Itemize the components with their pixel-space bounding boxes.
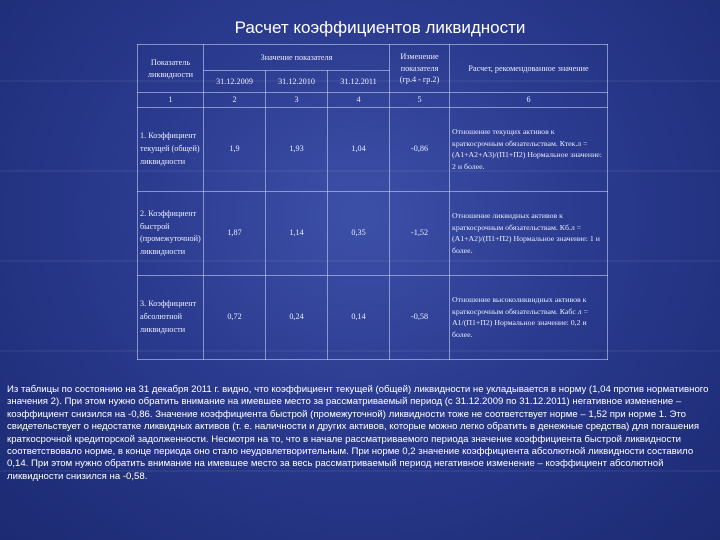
header-date-2010: 31.12.2010 bbox=[266, 71, 328, 93]
header-date-2011: 31.12.2011 bbox=[328, 71, 390, 93]
col-number: 2 bbox=[204, 93, 266, 108]
row-change: -0,58 bbox=[390, 275, 450, 359]
row-indicator: 1. Коэффициент текущей (общей) ликвидности bbox=[138, 107, 204, 191]
row-value-2011: 1,04 bbox=[328, 107, 390, 191]
row-value-2010: 1,14 bbox=[266, 191, 328, 275]
row-change: -0,86 bbox=[390, 107, 450, 191]
header-indicator: Показатель ликвидности bbox=[138, 45, 204, 93]
col-number: 3 bbox=[266, 93, 328, 108]
row-value-2009: 1,87 bbox=[204, 191, 266, 275]
row-value-2009: 1,9 bbox=[204, 107, 266, 191]
column-number-row bbox=[138, 93, 608, 108]
row-value-2010: 1,93 bbox=[266, 107, 328, 191]
col-number: 4 bbox=[328, 93, 390, 108]
row-value-2011: 0,35 bbox=[328, 191, 390, 275]
table-row bbox=[138, 275, 608, 359]
row-formula: Отношение ликвидных активов к краткосрочным обязательствам. Кб.л = (А1+А2)/(П1+П2) Нормальное значение: 1 и более. bbox=[450, 191, 608, 275]
row-value-2011: 0,14 bbox=[328, 275, 390, 359]
header-change: Изменение показателя (гр.4 - гр.2) bbox=[390, 45, 450, 93]
header-formula: Расчет, рекомендованное значение bbox=[450, 45, 608, 93]
col-number: 1 bbox=[138, 93, 204, 108]
header-date-2009: 31.12.2009 bbox=[204, 71, 266, 93]
row-indicator: 3. Коэффициент абсолютной ликвидности bbox=[138, 275, 204, 359]
header-values-group: Значение показателя bbox=[204, 45, 390, 71]
table-row bbox=[138, 107, 608, 191]
row-value-2009: 0,72 bbox=[204, 275, 266, 359]
row-formula: Отношение текущих активов к краткосрочным обязательствам. Ктек.л = (А1+А2+А3)/(П1+П2) Нормальное значение: 2 и более. bbox=[450, 107, 608, 191]
row-value-2010: 0,24 bbox=[266, 275, 328, 359]
col-number: 5 bbox=[390, 93, 450, 108]
row-indicator: 2. Коэффициент быстрой (промежуточной) ликвидности bbox=[138, 191, 204, 275]
analysis-paragraph: Из таблицы по состоянию на 31 декабря 2011 г. видно, что коэффициент текущей (общей) ликвидности не укладывается в норму (1,04 против нормативного значения 2). При этом нужно обратить внимание на имевшее место за рассматриваемый период (с 31.12.2009 по 31.12.2011) негативное изменение – коэффициент снизился на -0,86. Значение коэффициента быстрой (промежуточной) ликвидности тоже не соответствует норме – 1,52 при норме 1. Это свидетельствует о недостатке ликвидных активов (т. е. наличности и других активов, которые можно легко обратить в денежные средства) для погашения краткосрочной кредиторской задолженности. Несмотря на то, что в начале рассматриваемого периода значение коэффициента быстрой ликвидности соответствовало норме, в конце периода оно стало неудовлетворительным. При норме 0,2 значение коэффициента абсолютной ликвидности составило 0,14. При этом нужно обратить внимание на имевшее место за весь рассматриваемый период негативное изменение – коэффициент абсолютной ликвидности снизился на -0,58. bbox=[7, 384, 709, 482]
table-row bbox=[138, 191, 608, 275]
slide-title: Расчет коэффициентов ликвидности bbox=[234, 18, 526, 37]
row-formula: Отношение высоколиквидных активов к краткосрочным обязательствам. Кабс л = А1/(П1+П2) Нормальное значение: 0,2 и более. bbox=[450, 275, 608, 359]
row-change: -1,52 bbox=[390, 191, 450, 275]
col-number: 6 bbox=[450, 93, 608, 108]
liquidity-table bbox=[137, 44, 608, 360]
